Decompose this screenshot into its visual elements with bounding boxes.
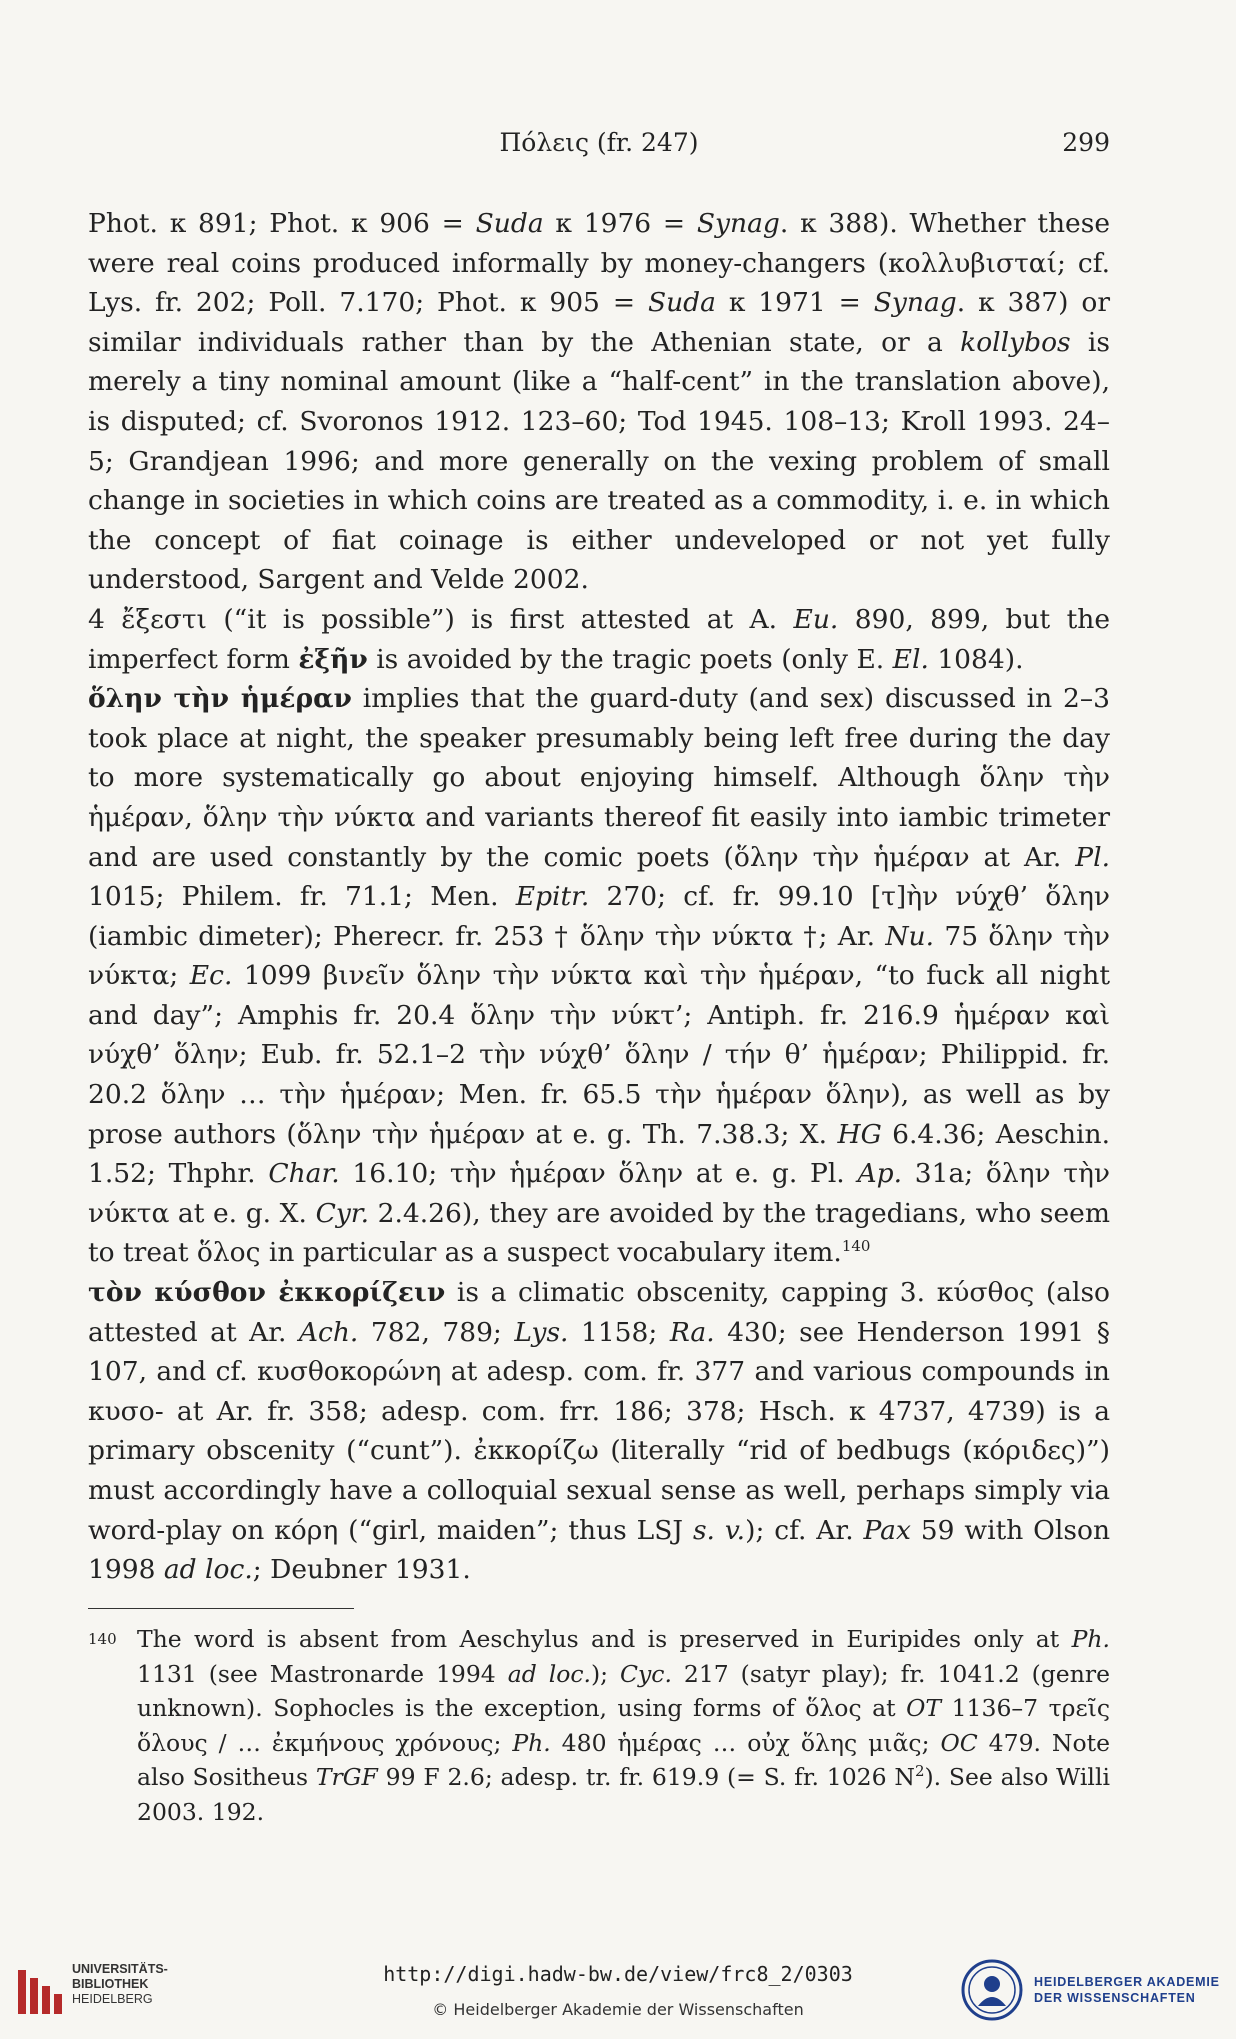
academy-seal-icon [960, 1958, 1024, 2022]
library-name-line1: UNIVERSITÄTS- [72, 1962, 168, 1976]
footnote-140 [88, 1622, 1110, 1829]
paragraph-exesti: 4 ἔξεστι (“it is possible”) is first attested at A. Eu. 890, 899, but the imperfect form ἐξῆν is avoided by the tragic poets (only E. El. 1084). [88, 603, 1110, 675]
commentary-body [88, 204, 1110, 1590]
copyright-notice: © Heidelberger Akademie der Wissenschaften [432, 2000, 804, 2019]
page-header [88, 128, 1110, 168]
lemma: τὸν κύσθον ἐκκορίζειν [88, 1277, 446, 1309]
footnote-text: The word is absent from Aeschylus and is preserved in Euripides only at Ph. 1131 (see Mastronarde 1994 ad loc.); Cyc. 217 (satyr play); fr. 1041.2 (genre unknown). Sophocles is the exception, using forms of ὅλος at OT 1136–7 τρεῖς ὅλους / … ἐκμήνους χρόνους; Ph. 480 ἡμέρας … οὐχ ὅλης μιᾶς; OC 479. Note also Sositheus TrGF 99 F 2.6; adesp. tr. fr. 619.9 (= S. fr. 1026 $N^2$). See also Willi 2003. 192. [137, 1625, 1110, 1826]
paragraph-coins: Phot. κ 891; Phot. κ 906 = Suda κ 1976 = Synag. κ 388). Whether these were real coins produced informally by money-changers (κολλυβισταί; cf. Lys. fr. 202; Poll. 7.170; Phot. κ 905 = Suda κ 1971 = Synag. κ 387) or similar individuals rather than by the Athenian state, or a kollybos is merely a tiny nominal amount (like a “half-cent” in the translation above), is disputed; cf. Svoronos 1912. 123–60; Tod 1945. 108–13; Kroll 1993. 24–5; Grandjean 1996; and more generally on the vexing problem of small change in societies in which coins are treated as a commodity, i. e. in which the concept of fiat coinage is either undeveloped or not yet fully understood, Sargent and Velde 2002. [88, 208, 1111, 596]
running-head: Πόλεις (fr. 247) [499, 128, 699, 157]
library-name-line2: BIBLIOTHEK [72, 1977, 149, 1991]
permalink-url[interactable]: http://digi.hadw-bw.de/view/frc8_2/0303 [383, 1962, 853, 1986]
library-name-line3: HEIDELBERG [72, 1992, 153, 2006]
paragraph-holen-ten-hemeran: ὅλην τὴν ἡμέραν implies that the guard-duty (and sex) discussed in 2–3 took place at night, the speaker presumably being left free during the day to more systematically go about enjoying himself. Although ὅλην τὴν ἡμέραν, ὅλην τὴν νύκτα and variants thereof fit easily into iambic trimeter and are used constantly by the comic poets (ὅλην τὴν ἡμέραν at Ar. Pl. 1015; Philem. fr. 71.1; Men. Epitr. 270; cf. fr. 99.10 [τ]ὴν νύχθ’ ὅλην (iambic dimeter); Pherecr. fr. 253 † ὅλην τὴν νύκτα †; Ar. Nu. 75 ὅλην τὴν νύκτα; Ec. 1099 βινεῖν ὅλην τὴν νύκτα καὶ τὴν ἡμέραν, “to fuck all night and day”; Amphis fr. 20.4 ὅλην τὴν νύκτ’; Antiph. fr. 216.9 ἡμέραν καὶ νύχθ’ ὅλην; Eub. fr. 52.1–2 τὴν νύχθ’ ὅλην / τήν θ’ ἡμέραν; Philippid. fr. 20.2 ὅλην … τὴν ἡμέραν; Men. fr. 65.5 τὴν ἡμέραν ὅλην), as well as by prose authors (ὅλην τὴν ἡμέραν at e. g. Th. 7.38.3; X. HG 6.4.36; Aeschin. 1.52; Thphr. Char. 16.10; τὴν ἡμέραν ὅλην at e. g. Pl. Ap. 31a; ὅλην τὴν νύκτα at e. g. X. Cyr. 2.4.26), they are avoided by the tragedians, who seem to treat ὅλος in particular as a suspect vocabulary item.$^{140}$ [88, 683, 1111, 1269]
academy-name-line1: HEIDELBERGER AKADEMIE [1034, 1975, 1220, 1989]
academy-logo[interactable] [960, 1958, 1230, 2028]
lemma: ὅλην τὴν ἡμέραν [88, 683, 352, 715]
page-number: 299 [1062, 128, 1110, 157]
footnote-divider [88, 1608, 354, 1609]
footnote-reference: 140 [841, 1237, 871, 1256]
paragraph-kysthon: τὸν κύσθον ἐκκορίζειν is a climatic obscenity, capping 3. κύσθος (also attested at Ar. Ach. 782, 789; Lys. 1158; Ra. 430; see Henderson 1991 § 107, and cf. κυσθοκορώνη at adesp. com. fr. 377 and various compounds in κυσο- at Ar. fr. 358; adesp. com. frr. 186; 378; Hsch. κ 4737, 4739) is a primary obscenity (“cunt”). ἐκκορίζω (literally “rid of bedbugs (κόριδες)”) must accordingly have a colloquial sexual sense as well, perhaps simply via word-play on κόρη (“girl, maiden”; thus LSJ s. v.); cf. Ar. Pax 59 with Olson 1998 ad loc.; Deubner 1931. [88, 1277, 1111, 1586]
academy-name-line2: DER WISSENSCHAFTEN [1034, 1991, 1196, 2005]
footnote-number: 140 [88, 1630, 117, 1648]
digitization-footer [0, 1950, 1236, 2039]
